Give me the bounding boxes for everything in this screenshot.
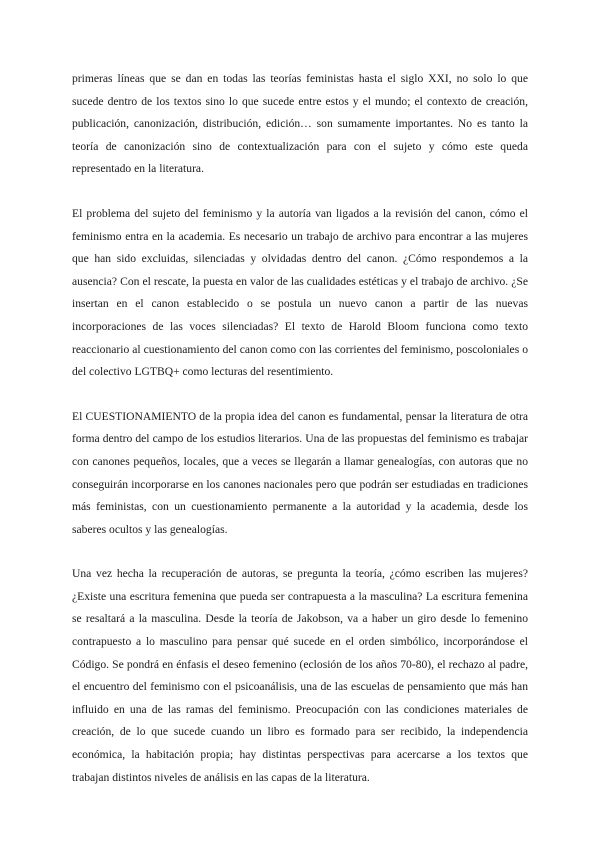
paragraph-canon-context: primeras líneas que se dan en todas las teorías feministas hasta el siglo XXI, no solo lo que sucede dentro de los textos sino lo que sucede entre estos y el mundo; el contexto de creación, publicación, canonización, distribución, edición… son sumamente importantes. No es tanto la teoría de canonización sino de contextualización para con el sujeto y cómo este queda representado en la literatura. bbox=[72, 72, 528, 176]
paragraph-canon-questioning: El CUESTIONAMIENTO de la propia idea del canon es fundamental, pensar la literatura de otra forma dentro del campo de los estudios literarios. Una de las propuestas del feminismo es trabajar con canones pequeños, locales, que a veces se llegarán a llamar genealogías, con autoras que no conseguirán incorporarse en los canones nacionales pero que podrán ser estudiadas en tradiciones más feministas, con un cuestionamiento permanente a la autoridad y la academia, desde los saberes ocultos y las genealogías. bbox=[72, 409, 528, 536]
document-page bbox=[72, 68, 528, 811]
paragraph-subject-authorship: El problema del sujeto del feminismo y la autoría van ligados a la revisión del canon, cómo el feminismo entra en la academia. Es necesario un trabajo de archivo para encontrar a las mujeres que han sido excluidas, silenciadas y olvidadas dentro del canon. ¿Cómo respondemos a la ausencia? Con el rescate, la puesta en valor de las cualidades estéticas y el trabajo de archivo. ¿Se insertan en el canon establecido o se postula un nuevo canon a partir de las nuevas incorporaciones de las voces silenciadas? El texto de Harold Bloom funciona como texto reaccionario al cuestionamiento del canon como con las corrientes del feminismo, poscoloniales o del colectivo LGTBQ+ como lecturas del resentimiento. bbox=[72, 206, 528, 379]
paragraph-feminine-writing: Una vez hecha la recuperación de autoras, se pregunta la teoría, ¿cómo escriben las mujeres? ¿Existe una escritura femenina que pueda ser contrapuesta a la masculina? La escritura femenina se resaltará a la masculina. Desde la teoría de Jakobson, va a haber un giro desde lo femenino contrapuesto a lo masculino para pensar qué sucede en el orden simbólico, incorporándose el Código. Se pondrá en énfasis el deseo femenino (eclosión de los años 70-80), el rechazo al padre, el encuentro del feminismo con el psicoanálisis, una de las escuelas de pensamiento que más han influido en una de las ramas del feminismo. Preocupación con las condiciones materiales de creación, de lo que sucede cuando un libro es formado para ser recibido, la independencia económica, la habitación propia; hay distintas perspectivas para acercarse a los textos que trabajan distintos niveles de análisis en las capas de la literatura. bbox=[72, 567, 528, 784]
